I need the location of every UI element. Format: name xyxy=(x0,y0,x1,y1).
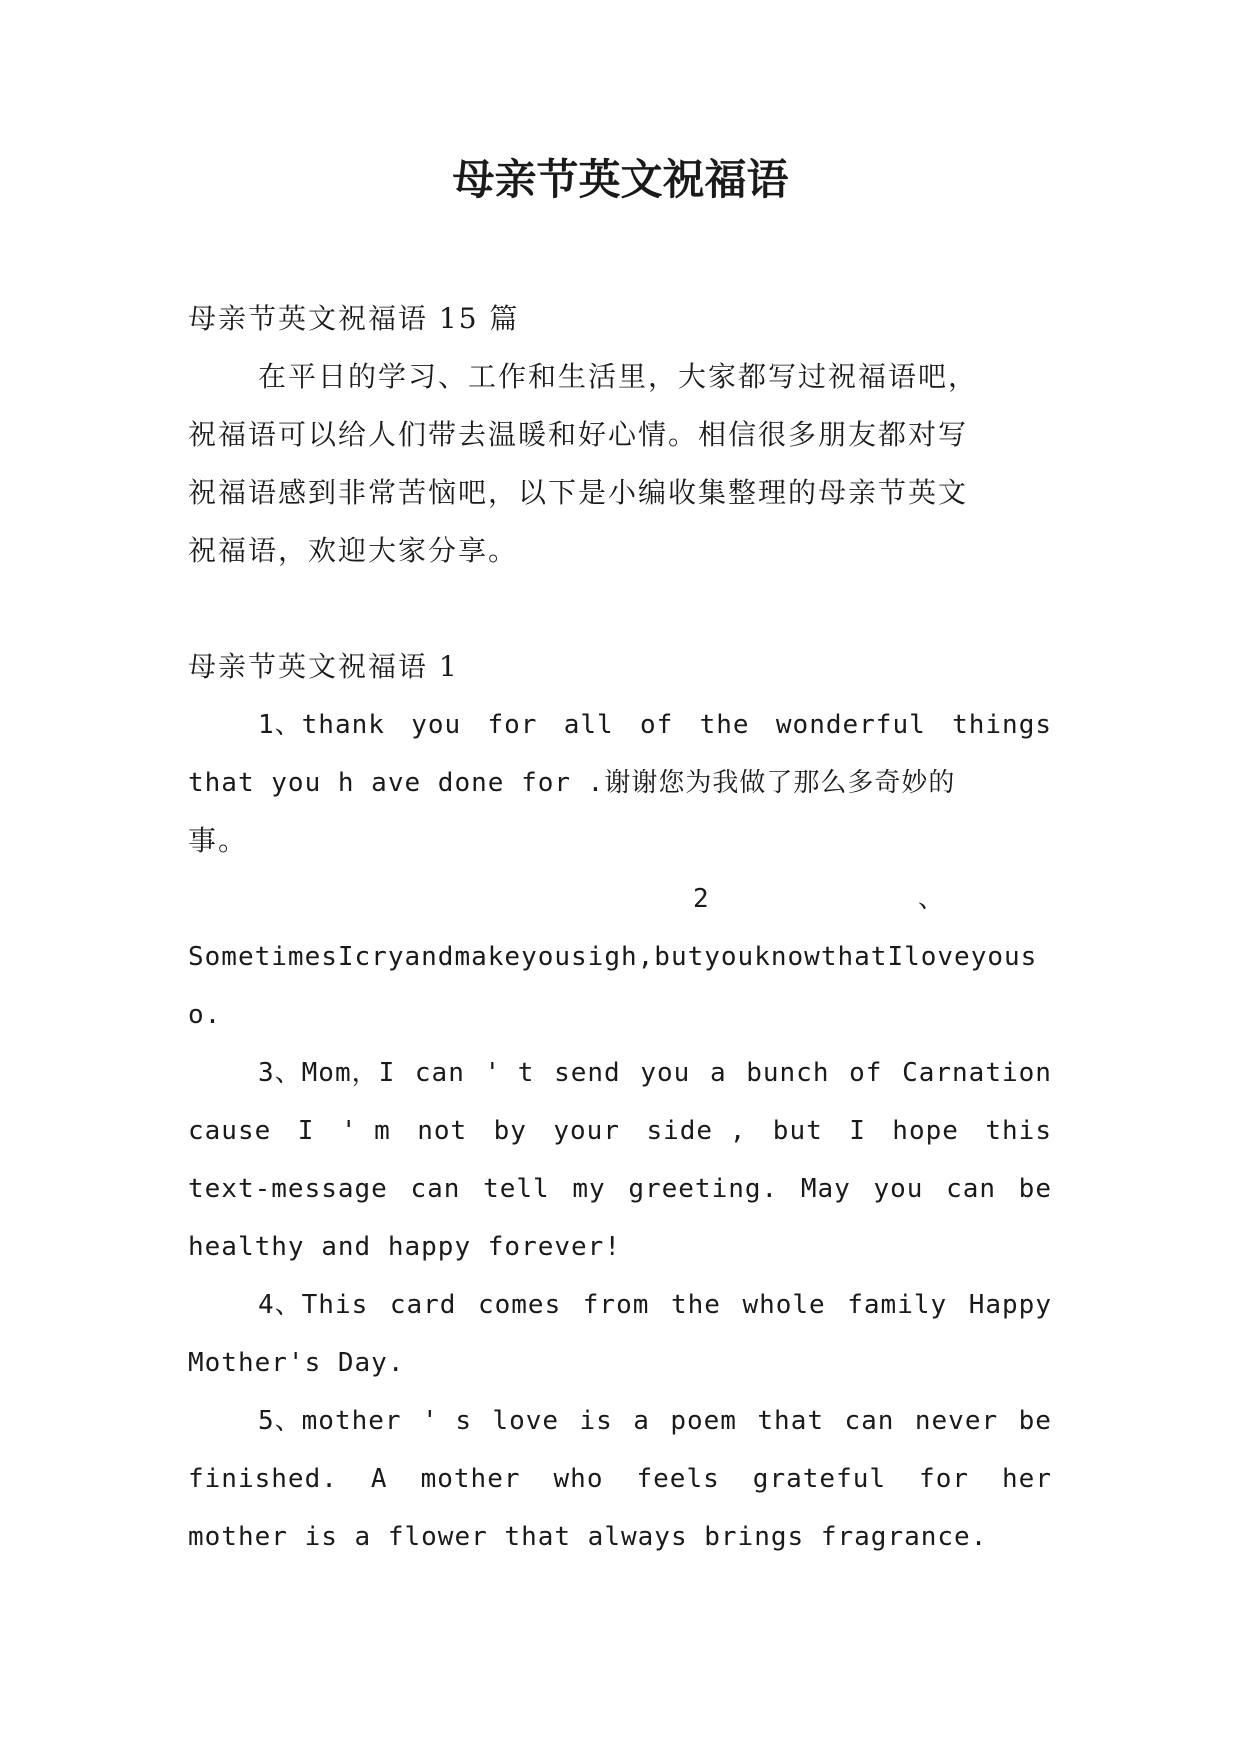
word: comes xyxy=(477,1290,562,1320)
word: Happy xyxy=(968,1290,1052,1320)
word: side , xyxy=(646,1116,747,1146)
word: card xyxy=(389,1290,457,1320)
word: all xyxy=(563,710,614,740)
word: Carnation xyxy=(902,1058,1052,1088)
word: 3、Mom，I xyxy=(258,1058,396,1088)
word: that xyxy=(757,1406,825,1436)
word: not xyxy=(417,1116,468,1146)
greeting-item-5 xyxy=(188,1392,1052,1566)
justified-line xyxy=(188,1392,1052,1450)
item-line: mother is a flower that always brings fragrance. xyxy=(188,1522,988,1552)
word: but xyxy=(772,1116,823,1146)
intro-line: 在平日的学习、工作和生活里，大家都写过祝福语吧， xyxy=(258,360,979,393)
item-line: healthy and happy forever! xyxy=(188,1232,621,1262)
word: wonderful xyxy=(775,710,926,740)
justified-line xyxy=(188,696,1052,754)
section-heading: 母亲节英文祝福语 1 xyxy=(188,650,459,683)
word: grateful xyxy=(752,1464,887,1494)
word: from xyxy=(582,1290,650,1320)
word: feels xyxy=(636,1464,720,1494)
word: whole xyxy=(742,1290,826,1320)
word: the xyxy=(699,710,750,740)
justified-line xyxy=(188,1276,1052,1334)
item-line: SometimesIcryandmakeyousigh,butyouknowthatIloveyous xyxy=(188,942,1038,972)
word: can xyxy=(414,1058,465,1088)
justified-line xyxy=(188,1044,1052,1102)
word: of xyxy=(640,710,674,740)
document-title: 母亲节英文祝福语 xyxy=(452,155,789,204)
justified-line xyxy=(188,1450,1052,1508)
item-line: o. xyxy=(188,1000,222,1030)
word: cause xyxy=(188,1116,272,1146)
word: ' t xyxy=(484,1058,535,1088)
item-separator: 、 xyxy=(918,884,946,914)
word: I xyxy=(849,1116,866,1146)
greeting-item-1 xyxy=(188,696,1052,870)
word: you xyxy=(640,1058,691,1088)
word: a xyxy=(709,1058,727,1088)
word: a xyxy=(633,1406,650,1436)
word: can xyxy=(844,1406,895,1436)
word: poem xyxy=(670,1406,737,1436)
word: May xyxy=(800,1174,851,1204)
word: your xyxy=(553,1116,620,1146)
word: is xyxy=(579,1406,613,1436)
word: send xyxy=(554,1058,621,1088)
word: 1、thank xyxy=(258,710,385,740)
word: be xyxy=(1018,1406,1052,1436)
greeting-item-4 xyxy=(188,1276,1052,1392)
word: bunch xyxy=(746,1058,830,1088)
word: tell xyxy=(483,1174,550,1204)
greeting-item-3 xyxy=(188,1044,1052,1276)
item-number-line xyxy=(188,870,1052,928)
intro-line: 祝福语感到非常苦恼吧，以下是小编收集整理的母亲节英文 xyxy=(188,476,969,509)
word: A xyxy=(370,1464,388,1494)
document-body xyxy=(188,290,1052,1566)
word: hope xyxy=(892,1116,959,1146)
word: family xyxy=(847,1290,948,1320)
intro-paragraph xyxy=(188,348,1052,580)
word: you xyxy=(411,710,462,740)
word: be xyxy=(1018,1174,1052,1204)
justified-line xyxy=(188,1160,1052,1218)
intro-line: 祝福语，欢迎大家分享。 xyxy=(188,534,519,567)
word: ' s xyxy=(422,1406,472,1436)
word: text-message xyxy=(188,1174,388,1204)
word: the xyxy=(670,1290,721,1320)
paragraph-gap xyxy=(188,580,1052,638)
word: can xyxy=(410,1174,461,1204)
item-line: Mother's Day. xyxy=(188,1348,405,1378)
word: you xyxy=(873,1174,924,1204)
word: of xyxy=(849,1058,883,1088)
word: this xyxy=(985,1116,1052,1146)
greeting-item-2 xyxy=(188,870,1052,1044)
word: I xyxy=(297,1116,315,1146)
word: mother xyxy=(420,1464,521,1494)
word: ' m xyxy=(340,1116,391,1146)
justified-line xyxy=(188,1102,1052,1160)
word: finished. xyxy=(188,1464,338,1494)
intro-line: 祝福语可以给人们带去温暖和好心情。相信很多朋友都对写 xyxy=(188,418,969,451)
word: things xyxy=(952,710,1052,740)
subtitle: 母亲节英文祝福语 15 篇 xyxy=(188,302,520,335)
item-line: that you h ave done for .谢谢您为我做了那么多奇妙的 xyxy=(188,768,956,798)
item-line: 事。 xyxy=(188,824,249,857)
word: for xyxy=(487,710,538,740)
word: greeting. xyxy=(628,1174,779,1204)
word: who xyxy=(553,1464,604,1494)
word: her xyxy=(1002,1464,1052,1494)
word: 5、mother xyxy=(258,1406,402,1436)
word: love xyxy=(492,1406,560,1436)
word: my xyxy=(572,1174,606,1204)
word: 4、This xyxy=(258,1290,369,1320)
word: can xyxy=(946,1174,997,1204)
word: never xyxy=(914,1406,999,1436)
item-number: 2 xyxy=(693,884,710,914)
word: for xyxy=(919,1464,970,1494)
word: by xyxy=(493,1116,527,1146)
